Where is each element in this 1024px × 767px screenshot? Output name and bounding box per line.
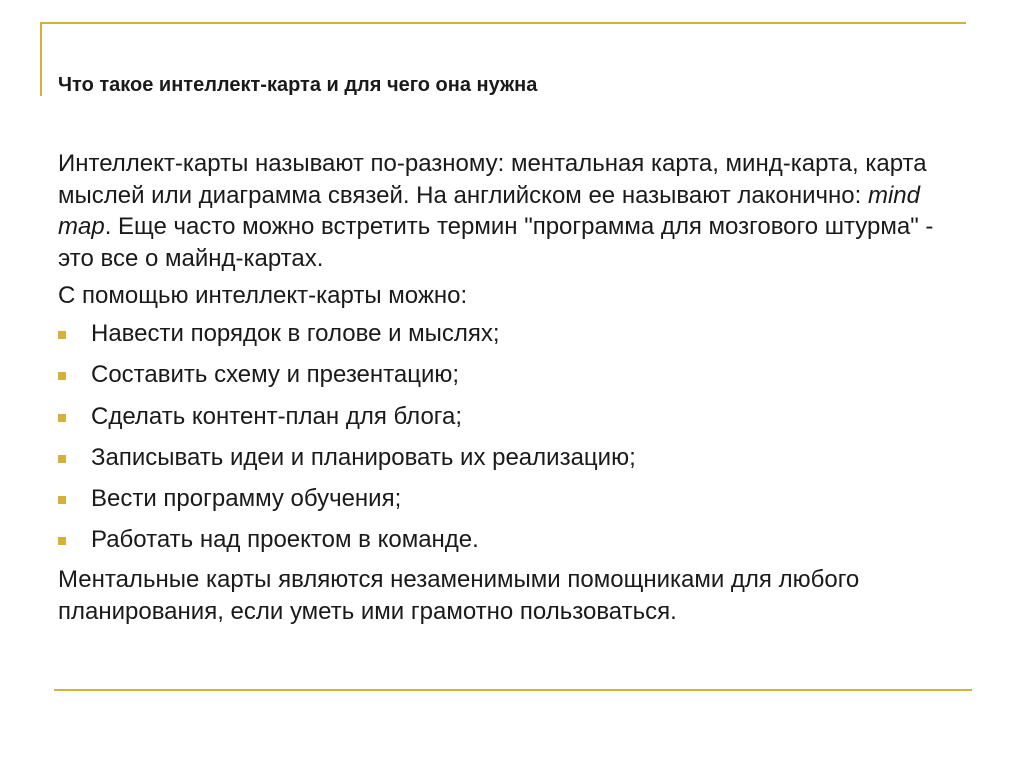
left-rule: [40, 22, 42, 96]
list-item: [58, 442, 938, 474]
bottom-rule: [54, 689, 972, 691]
list-item-text: Сделать контент-план для блога;: [91, 402, 463, 430]
list-item-text: Составить схему и презентацию;: [91, 361, 460, 389]
list-intro: С помощью интеллект-карты можно:: [58, 282, 468, 310]
bullet-list: [58, 318, 938, 556]
paragraph-emphasis: mind map: [58, 181, 920, 241]
slide-title: Что такое интеллект-карта и для чего она нужна: [58, 74, 538, 96]
top-rule: [40, 22, 966, 24]
list-item: [58, 483, 938, 515]
list-item: [58, 359, 938, 391]
list-item: [58, 401, 938, 433]
slide-body: [58, 148, 938, 627]
intro-paragraph: [58, 148, 938, 274]
square-bullet-icon: [58, 496, 66, 504]
square-bullet-icon: [58, 414, 66, 422]
closing-paragraph: Ментальные карты являются незаменимыми помощниками для любого планирования, если уметь ими грамотно пользоваться.: [58, 565, 860, 625]
list-item-text: Записывать идеи и планировать их реализацию;: [91, 443, 636, 471]
square-bullet-icon: [58, 537, 66, 545]
paragraph-text-after: . Еще часто можно встретить термин "программа для мозгового штурма" - это все о майнд-картах.: [58, 213, 934, 272]
list-item: [58, 524, 938, 556]
list-item-text: Работать над проектом в команде.: [91, 526, 479, 554]
square-bullet-icon: [58, 331, 66, 339]
list-item-text: Навести порядок в голове и мыслях;: [91, 319, 500, 347]
paragraph-text-before: Интеллект-карты называют по-разному: ментальная карта, минд-карта, карта мыслей или диаграмма связей. На английском ее называют лаконично:: [58, 150, 927, 209]
square-bullet-icon: [58, 455, 66, 463]
list-item: [58, 318, 938, 350]
square-bullet-icon: [58, 372, 66, 380]
list-item-text: Вести программу обучения;: [91, 485, 402, 513]
